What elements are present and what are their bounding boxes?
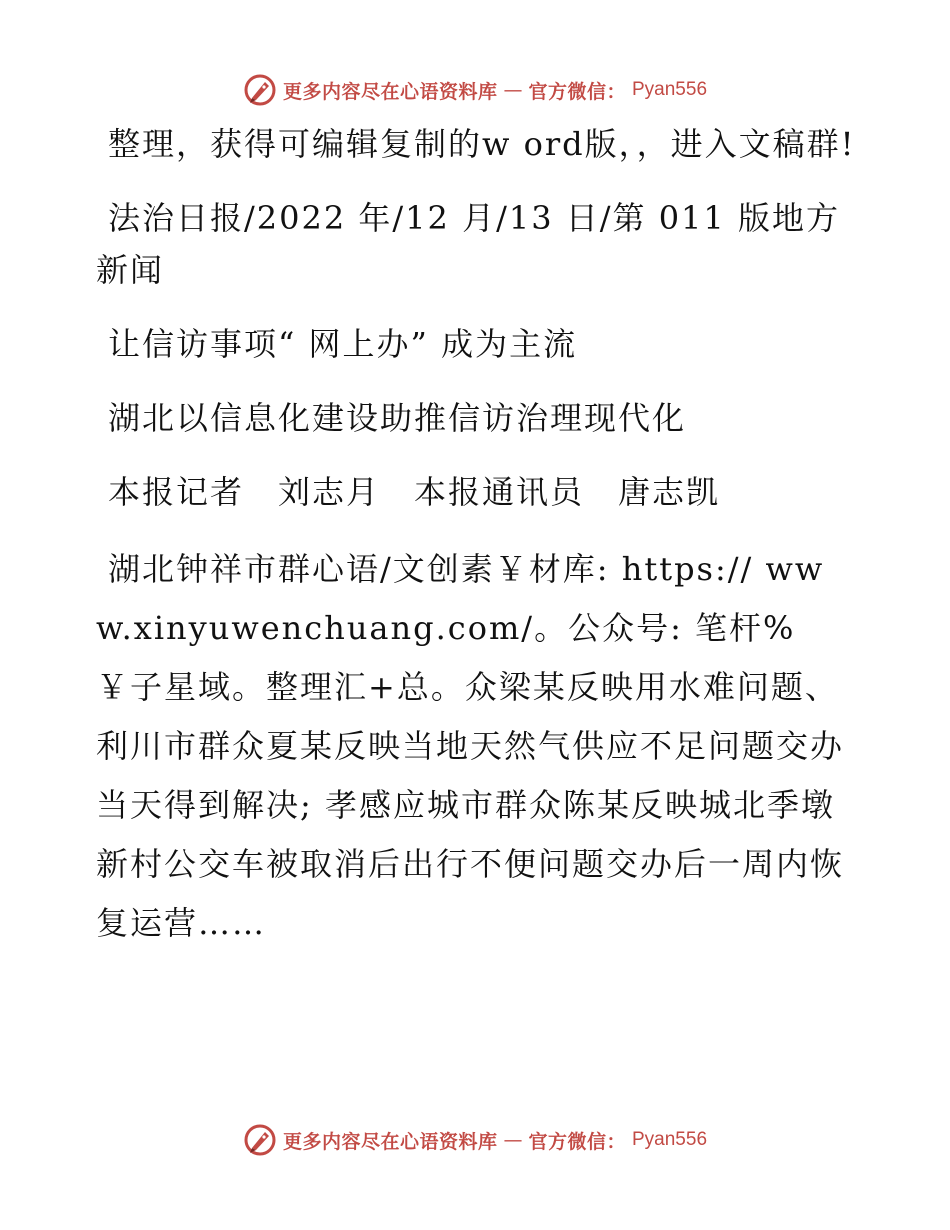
watermark-text: 更多内容尽在心语资料库 bbox=[282, 80, 498, 103]
watermark-separator: — bbox=[503, 79, 523, 101]
paragraph-source: 法治日报/2022 年/12 月/13 日/第 011 版地方新闻 bbox=[96, 199, 840, 289]
pen-nib-logo-icon bbox=[243, 1123, 277, 1157]
header-watermark bbox=[0, 70, 950, 110]
article-byline: 本报记者 刘志月 本报通讯员 唐志凯 bbox=[108, 473, 721, 511]
paragraph-intro: 整理，获得可编辑复制的w ord版，，进入文稿群! bbox=[108, 125, 856, 163]
watermark-text: 更多内容尽在心语资料库 bbox=[282, 1130, 498, 1153]
document-body bbox=[96, 118, 856, 975]
watermark-separator: — bbox=[503, 1129, 523, 1151]
article-title: 让信访事项“ 网上办” 成为主流 bbox=[108, 325, 578, 363]
watermark-label: 官方微信： bbox=[528, 80, 626, 103]
watermark-id: Pyan556 bbox=[632, 1129, 708, 1150]
watermark-label: 官方微信： bbox=[528, 1130, 626, 1153]
article-subtitle: 湖北以信息化建设助推信访治理现代化 bbox=[108, 399, 687, 437]
watermark-id: Pyan556 bbox=[632, 79, 708, 100]
pen-nib-logo-icon bbox=[243, 73, 277, 107]
article-paragraph: 湖北钟祥市群心语/文创素￥材库: https:// www.xinyuwenchuang.com/。公众号: 笔杆%￥子星域。整理汇+总。众梁某反映用水难问题、利川市群众夏某反映当地天然气供应不足问题交办当天得到解决; 孝感应城市群众陈某反映城北季墩新村公交车被取消后出行不便问题交办后一周内恢复运营…… bbox=[96, 550, 845, 942]
footer-watermark bbox=[0, 1120, 950, 1160]
